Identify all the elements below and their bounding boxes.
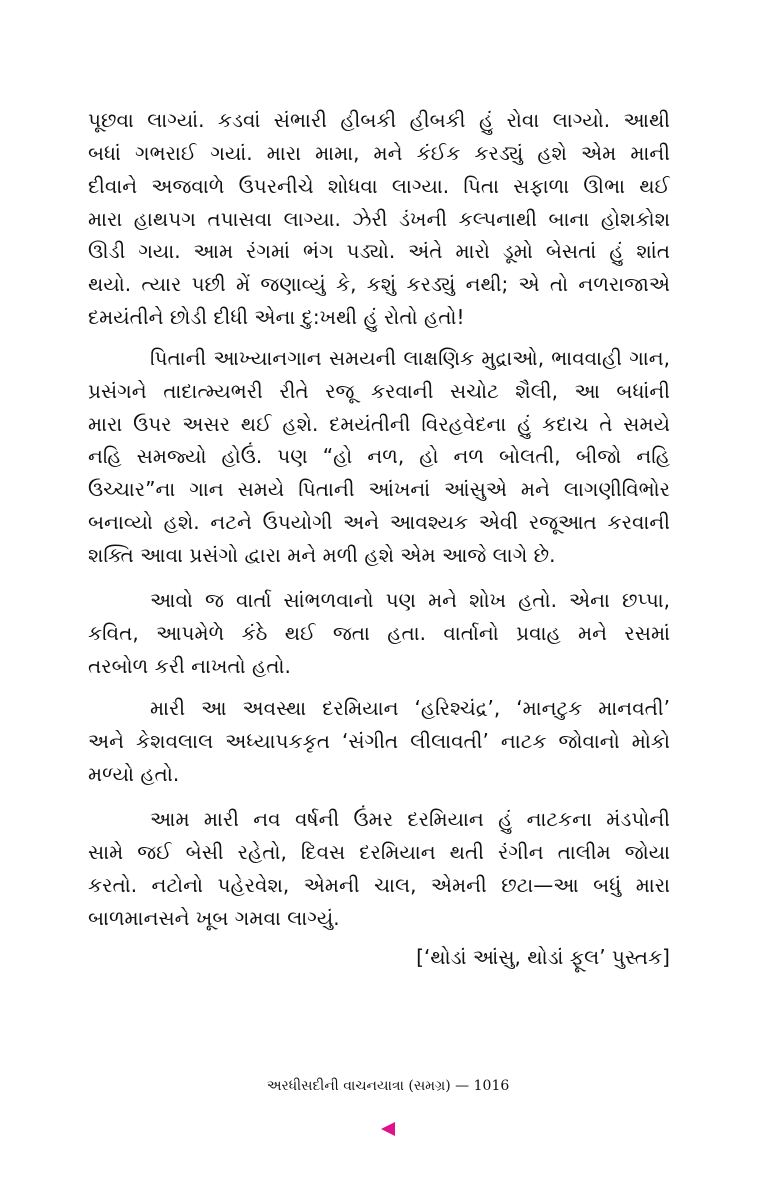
text-line: ઉચ્ચાર”ના ગાન સમયે પિતાની આંખનાં આંસુએ મને લાગણીવિભોર	[88, 477, 670, 501]
text-line: મારા હાથપગ તપાસવા લાગ્યા. ઝેરી ડંખની કલ્પનાથી બાના હોશકોશ	[88, 207, 670, 231]
text-line: અને કેશવલાલ અધ્યાપકકૃત ‘સંગીત લીલાવતી’ નાટક જોવાનો મોકો	[88, 729, 670, 753]
text-line: બધાં ગભરાઈ ગયાં. મારા મામા, મને કંઈક કરડ્યું હશે એમ માની	[88, 141, 670, 165]
text-line: આવો જ વાર્તા સાંભળવાનો પણ મને શોખ હતો. એના છપ્પા,	[150, 588, 670, 612]
source-attribution: [‘થોડાં આંસુ, થોડાં ફૂલ’ પુસ્તક]	[416, 945, 670, 969]
text-line: દમયંતીને છોડી દીધી એના દુ:ખથી હું રોતો હતો!	[88, 305, 465, 329]
text-line: તરબોળ કરી નાખતો હતો.	[88, 654, 291, 678]
text-line: દીવાને અજવાળે ઉપરનીચે શોધવા લાગ્યા. પિતા સફાળા ઊભા થઈ	[88, 174, 670, 198]
text-line: મારા ઉપર અસર થઈ હશે. દમયંતીની વિરહવેદના હું કદાચ તે સમયે	[88, 412, 670, 436]
text-line: કરતો. નટોનો પહેરવેશ, એમની ચાલ, એમની છટા—આ બધું મારા	[88, 873, 670, 897]
text-line: આમ મારી નવ વર્ષની ઉંમર દરમિયાન હું નાટકના મંડપોની	[150, 807, 670, 831]
text-line: બાળમાનસને ખૂબ ગમવા લાગ્યું.	[88, 906, 340, 930]
text-line: મળ્યો હતો.	[88, 762, 180, 786]
text-line: બનાવ્યો હશે. નટને ઉપયોગી અને આવશ્યક એવી રજૂઆત કરવાની	[88, 510, 670, 534]
text-line: થયો. ત્યાર પછી મેં જણાવ્યું કે, કશું કરડ્યું નથી; એ તો નળરાજાએ	[88, 272, 670, 296]
text-line: પૂછવા લાગ્યાં. કડવાં સંભારી હીબકી હીબકી હું રોવા લાગ્યો. આથી	[88, 108, 670, 132]
text-line: સામે જઈ બેસી રહેતો, દિવસ દરમિયાન થતી રંગીન તાલીમ જોયા	[88, 840, 670, 864]
previous-page-arrow-icon[interactable]	[381, 1122, 395, 1136]
text-line: મારી આ અવસ્થા દરમિયાન ‘હરિશ્ચંદ્ર’, ‘માનટુક માનવતી’	[150, 696, 670, 720]
text-line: ઊડી ગયા. આમ રંગમાં ભંગ પડ્યો. અંતે મારો ડૂમો બેસતાં હું શાંત	[88, 239, 670, 263]
text-line: કવિત, આપમેળે કંઠે થઈ જતા હતા. વાર્તાનો પ્રવાહ મને રસમાં	[88, 621, 670, 645]
text-line: શક્તિ આવા પ્રસંગો દ્વારા મને મળી હશે એમ આજે લાગે છે.	[88, 543, 556, 567]
text-line: પિતાની આખ્યાનગાન સમયની લાક્ષણિક મુદ્રાઓ, ભાવવાહી ગાન,	[150, 346, 670, 370]
page-footer: અરધીસદીની વાચનયાત્રા (સમગ્ર) — 1016	[266, 1078, 510, 1094]
text-line: નહિ સમજ્યો હોઉં. પણ “હો નળ, હો નળ બોલતી, બીજો નહિ	[88, 444, 670, 468]
text-line: પ્રસંગને તાદાત્મ્યભરી રીતે રજૂ કરવાની સચોટ શૈલી, આ બધાંની	[88, 379, 670, 403]
